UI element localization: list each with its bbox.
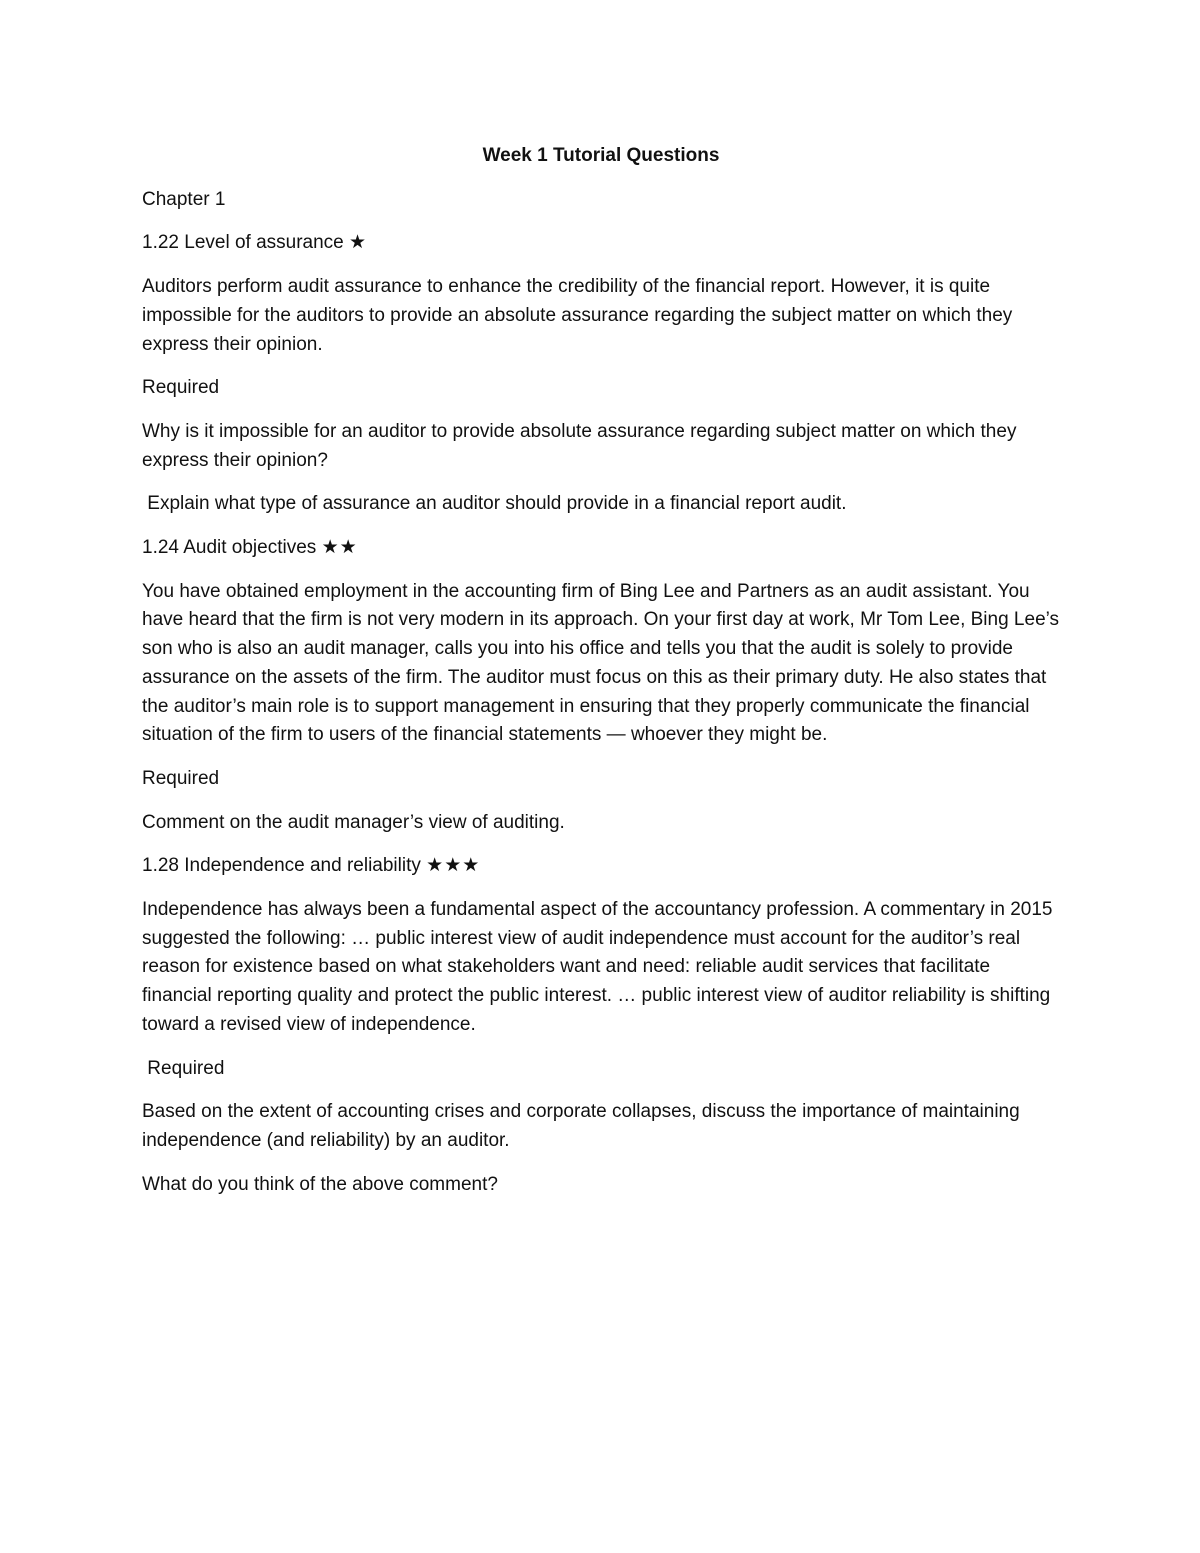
required-question-text: Explain what type of assurance an auditor should provide in a financial report audit. — [147, 493, 847, 515]
question-title: 1.22 Level of assurance — [142, 232, 344, 254]
question-heading-1-22 — [142, 229, 1060, 258]
required-label-1-22: Required — [142, 377, 220, 399]
chapter-label: Chapter 1 — [142, 188, 226, 210]
required-question-1-28-a: Based on the extent of accounting crises and corporate collapses, discuss the importance of maintaining independence (and reliability) by an auditor. — [142, 1101, 1020, 1151]
question-title: 1.24 Audit objectives — [142, 537, 317, 559]
question-title: 1.28 Independence and reliability — [142, 855, 421, 877]
question-heading-1-28 — [142, 852, 1060, 881]
required-question-1-22-a: Why is it impossible for an auditor to provide absolute assurance regarding subject matter on which they express their opinion? — [142, 420, 1017, 471]
required-label-text: Required — [147, 1057, 225, 1079]
document-body — [142, 142, 1060, 1214]
question-heading-1-24 — [142, 534, 1060, 563]
difficulty-star-icon: ★ — [349, 232, 368, 254]
question-scenario-1-24: You have obtained employment in the accounting firm of Bing Lee and Partners as an audit assistant. You have heard that the firm is not very modern in its approach. On your first day at work, Mr Tom Lee, Bing Lee’s son who is also an audit manager, calls you into his office and tells you that the audit is solely to provide assurance on the assets of the firm. The auditor must focus on this as their primary duty. He also states that the auditor’s main role is to support management in ensuring that they properly communicate the financial situation of the firm to users of the financial statements — whoever they might be. — [142, 580, 1060, 746]
difficulty-star-icon: ★★ — [321, 537, 358, 559]
question-scenario-1-22: Auditors perform audit assurance to enhance the credibility of the financial report. However, it is quite impossible for the auditors to provide an absolute assurance regarding the subject matter on which they express their opinion. — [142, 276, 1013, 355]
document-title: Week 1 Tutorial Questions — [482, 145, 720, 166]
required-label-1-24: Required — [142, 767, 220, 789]
required-question-1-22-b — [142, 490, 1060, 519]
difficulty-star-icon: ★★★ — [426, 855, 481, 877]
required-label-1-28 — [142, 1055, 1060, 1084]
required-question-1-24-a: Comment on the audit manager’s view of auditing. — [142, 811, 565, 833]
question-scenario-1-28: Independence has always been a fundamental aspect of the accountancy profession. A commentary in 2015 suggested the following: … public interest view of audit independence must account for the auditor’s real reason for existence based on what stakeholders want and need: reliable audit services that facilitate financial reporting quality and protect the public interest. … public interest view of auditor reliability is shifting toward a revised view of independence. — [142, 899, 1053, 1035]
required-question-1-28-b: What do you think of the above comment? — [142, 1173, 498, 1195]
